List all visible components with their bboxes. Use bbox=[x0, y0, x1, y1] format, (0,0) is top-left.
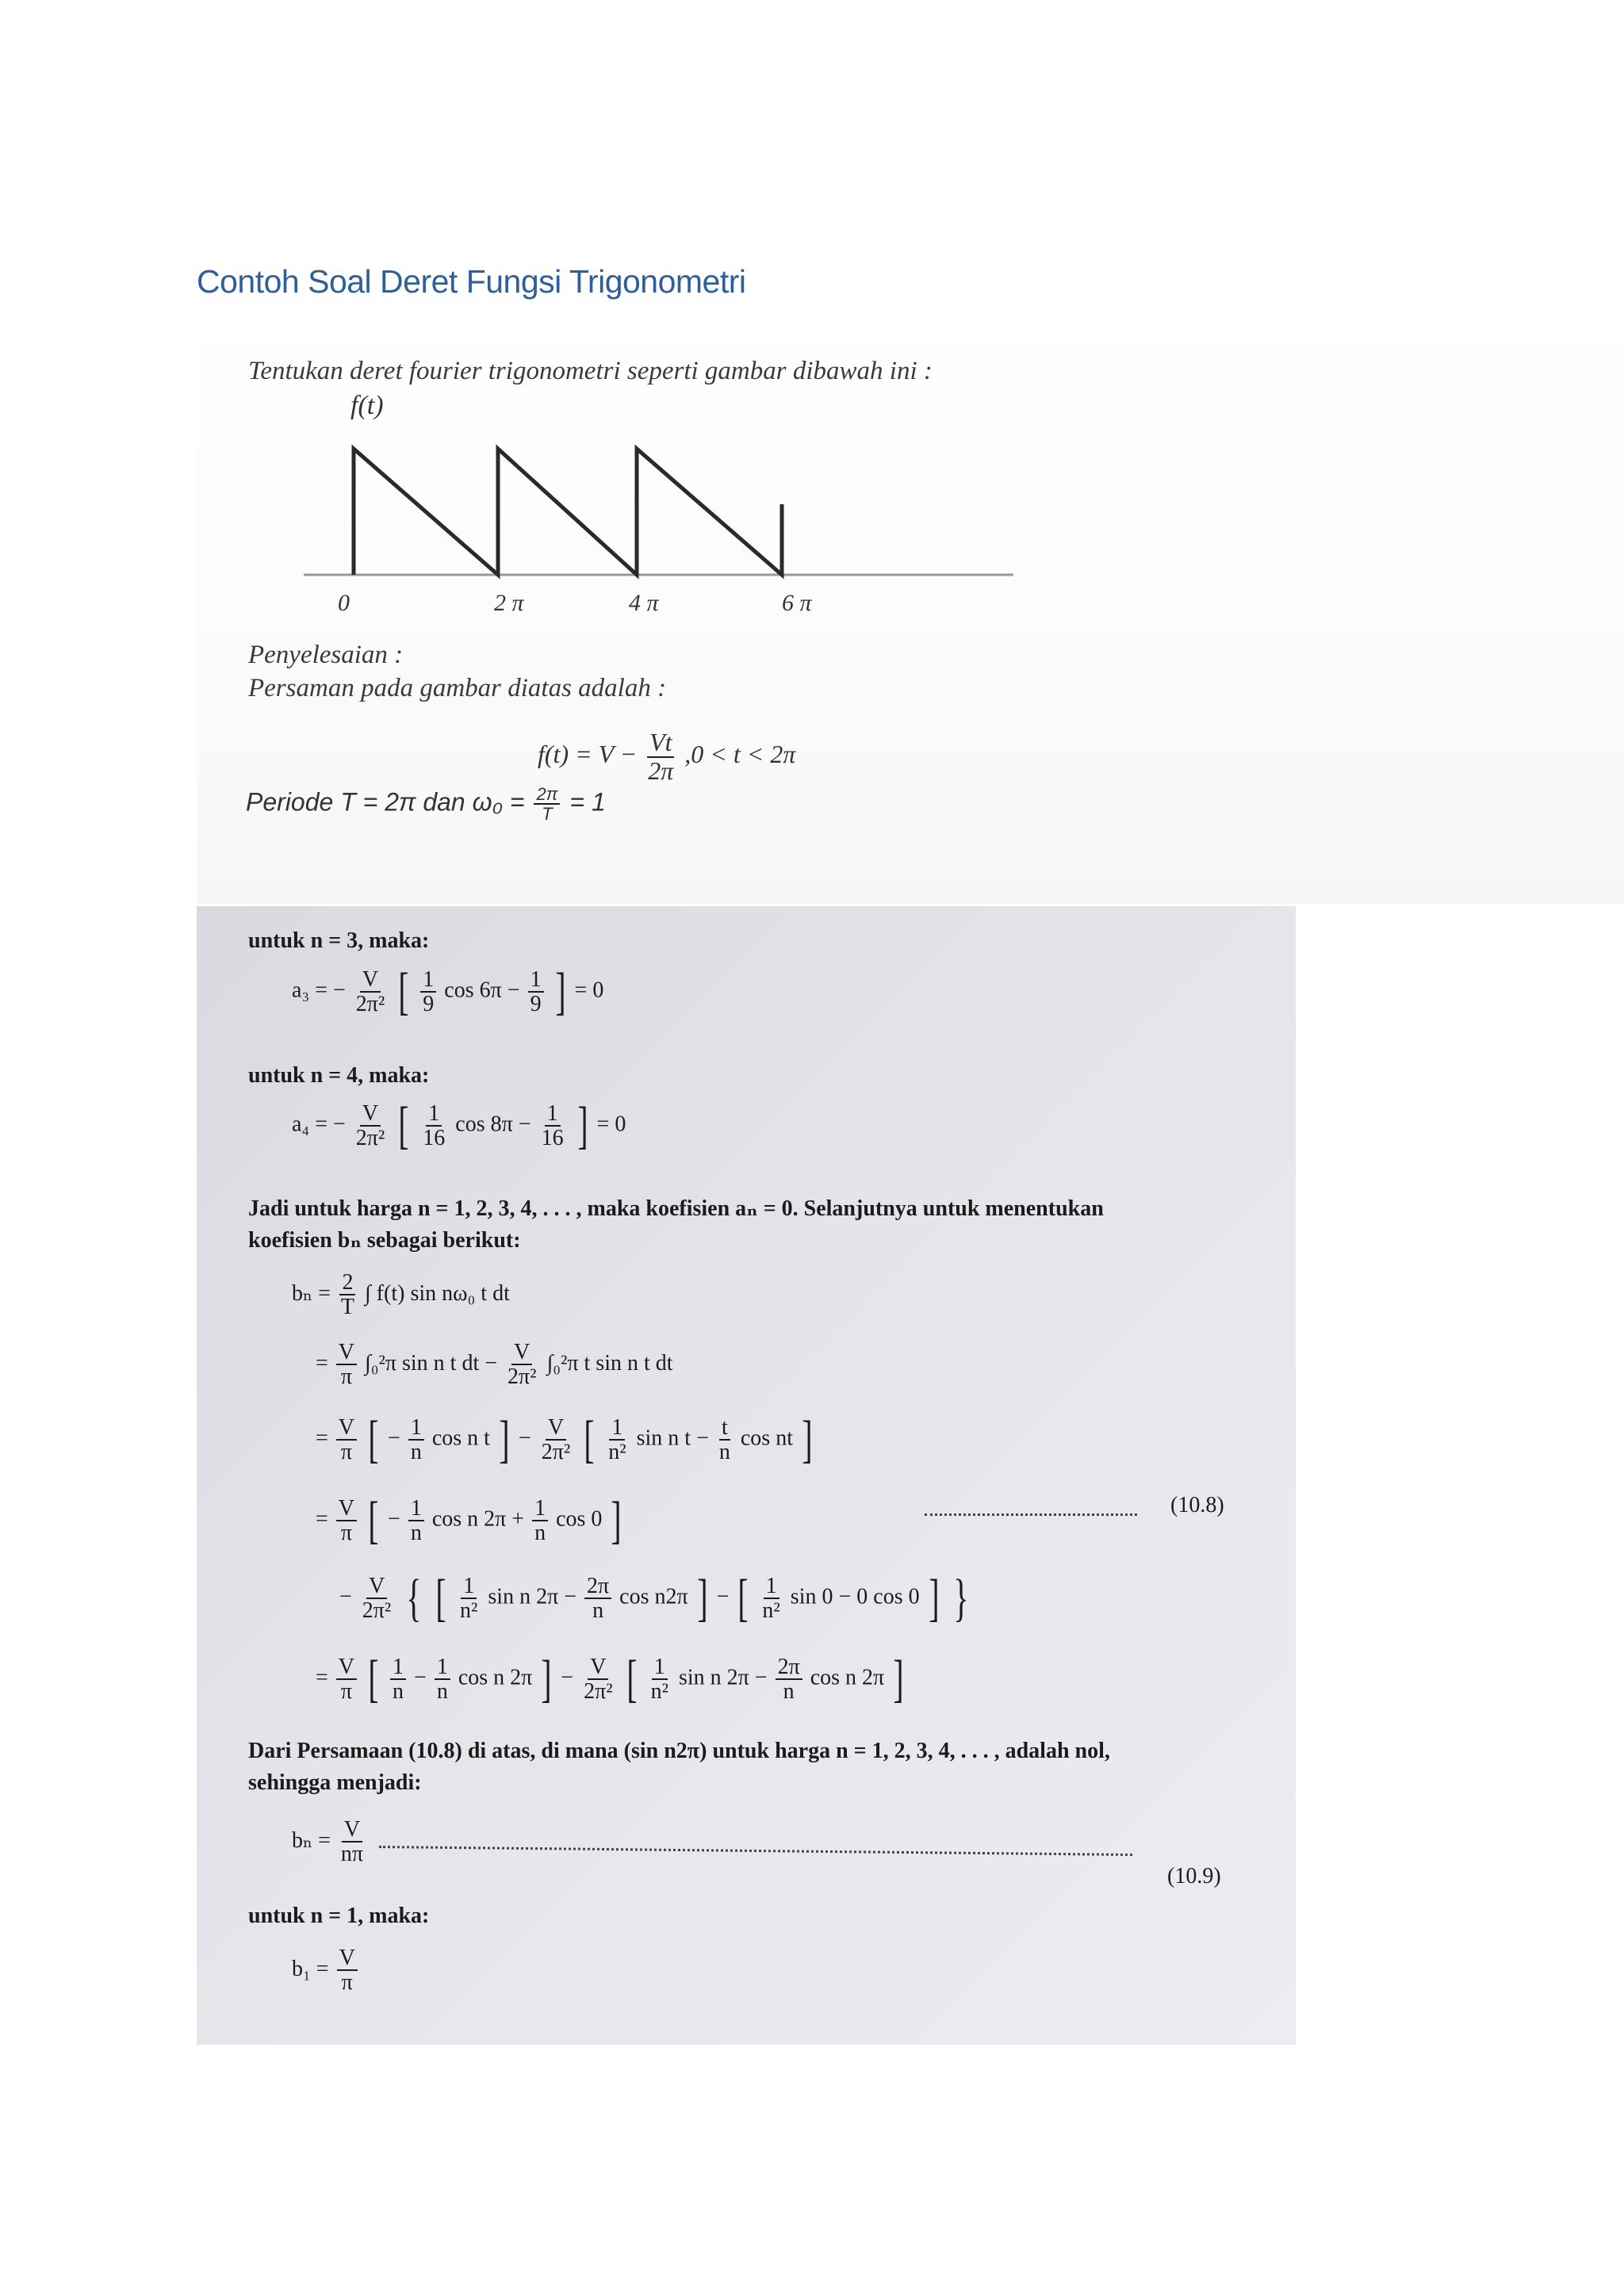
period-fraction: $\frac{2\pi}{T}$ bbox=[534, 785, 560, 823]
y-axis-label: f(t) bbox=[350, 391, 384, 420]
eq-tail: ,0 < t < 2π bbox=[684, 739, 796, 768]
paragraph-1-line-1: Jadi untuk harga n = 1, 2, 3, 4, . . . , maka koefisien aₙ = 0. Selanjutnya untuk menentukan bbox=[248, 1196, 1104, 1221]
paragraph-2-line-1: Dari Persamaan (10.8) di atas, di mana (sin n2π) untuk harga n = 1, 2, 3, 4, . . . , adalah nol, bbox=[248, 1739, 1110, 1763]
bn-line-6: = $\frac{V}{\pi}$ [ $\frac{1}{n}$ − $\frac{1}{n}$ cos n 2π ] − $\frac{V}{\text{2π²}}$ [ $\frac{1}{\text{n²}}$ sin n 2π − $\frac{2\pi}{n}$ cos n 2π ] bbox=[316, 1650, 904, 1708]
equation-number-10-9: (10.9) bbox=[1167, 1864, 1221, 1888]
function-equation bbox=[538, 729, 795, 784]
period-text: Periode T = 2π dan ω₀ = bbox=[246, 787, 525, 817]
bn-result: bₙ = $\frac{V}{n\pi}$ bbox=[292, 1817, 364, 1867]
bn-line-2: = $\frac{V}{\pi}$ ∫₀²π sin n t dt − $\frac{V}{\text{2π²}}$ ∫₀²π t sin n t dt bbox=[316, 1340, 673, 1390]
xtick-2pi: 2 π bbox=[494, 590, 524, 616]
equation-number-10-8: (10.8) bbox=[1170, 1493, 1224, 1517]
xtick-4pi: 4 π bbox=[629, 590, 659, 616]
xtick-0: 0 bbox=[338, 590, 350, 616]
bn-line-5: − $\frac{V}{\text{2π²}}$ { [ $\frac{1}{\text{n²}}$ sin n 2π − $\frac{2\pi}{n}$ cos n2π ] − [ $\frac{1}{\text{n²}}$ sin 0 − 0 cos 0 ] } bbox=[339, 1569, 968, 1627]
eq-fraction: $\frac{Vt}{2\pi}$ bbox=[648, 728, 674, 785]
leader-dots-108 bbox=[925, 1513, 1137, 1516]
n3-label: untuk n = 3, maka: bbox=[248, 928, 430, 953]
textbook-page bbox=[197, 906, 1296, 2045]
bn-line-4: = $\frac{V}{\pi}$ [ − $\frac{1}{n}$ cos n 2π + $\frac{1}{n}$ cos 0 ] bbox=[316, 1491, 622, 1549]
problem-snippet bbox=[197, 301, 1624, 904]
paragraph-2-line-2: sehingga menjadi: bbox=[248, 1770, 422, 1795]
n4-label: untuk n = 4, maka: bbox=[248, 1063, 430, 1088]
b1-equation: b₁ = $\frac{V}{\pi}$ bbox=[292, 1946, 360, 1995]
period-line bbox=[246, 785, 606, 823]
period-tail: = 1 bbox=[569, 787, 606, 817]
eq-lhs: f(t) = V − bbox=[538, 739, 638, 768]
problem-prompt: Tentukan deret fourier trigonometri seperti gambar dibawah ini : bbox=[248, 357, 933, 385]
xtick-6pi: 6 π bbox=[782, 590, 812, 616]
a3-equation: a₃ = − $\frac{V}{\text{2π²}}$ [ $\frac{1}{9}$ cos 6π − $\frac{1}{9}$ ] = 0 bbox=[292, 962, 604, 1020]
equation-intro: Persaman pada gambar diatas adalah : bbox=[248, 674, 667, 702]
bn-definition: bₙ = $\frac{2}{T}$ ∫ f(t) sin nω₀ t dt bbox=[292, 1270, 510, 1320]
solution-label: Penyelesaian : bbox=[248, 641, 404, 669]
a4-equation: a₄ = − $\frac{V}{\text{2π²}}$ [ $\frac{1}{16}$ cos 8π − $\frac{1}{16}$ ] = 0 bbox=[292, 1096, 626, 1154]
sawtooth-wave bbox=[354, 449, 782, 575]
n1-label: untuk n = 1, maka: bbox=[248, 1904, 430, 1928]
paragraph-1-line-2: koefisien bₙ sebagai berikut: bbox=[248, 1228, 521, 1253]
page-title: Contoh Soal Deret Fungsi Trigonometri bbox=[197, 263, 746, 300]
leader-dots-109 bbox=[379, 1846, 1132, 1856]
sawtooth-graph bbox=[197, 301, 1307, 634]
bn-line-3: = $\frac{V}{\pi}$ [ − $\frac{1}{n}$ cos n t ] − $\frac{V}{\text{2π²}}$ [ $\frac{1}{\text{n²}}$ sin n t − $\frac{t}{n}$ cos nt ] bbox=[316, 1410, 813, 1468]
